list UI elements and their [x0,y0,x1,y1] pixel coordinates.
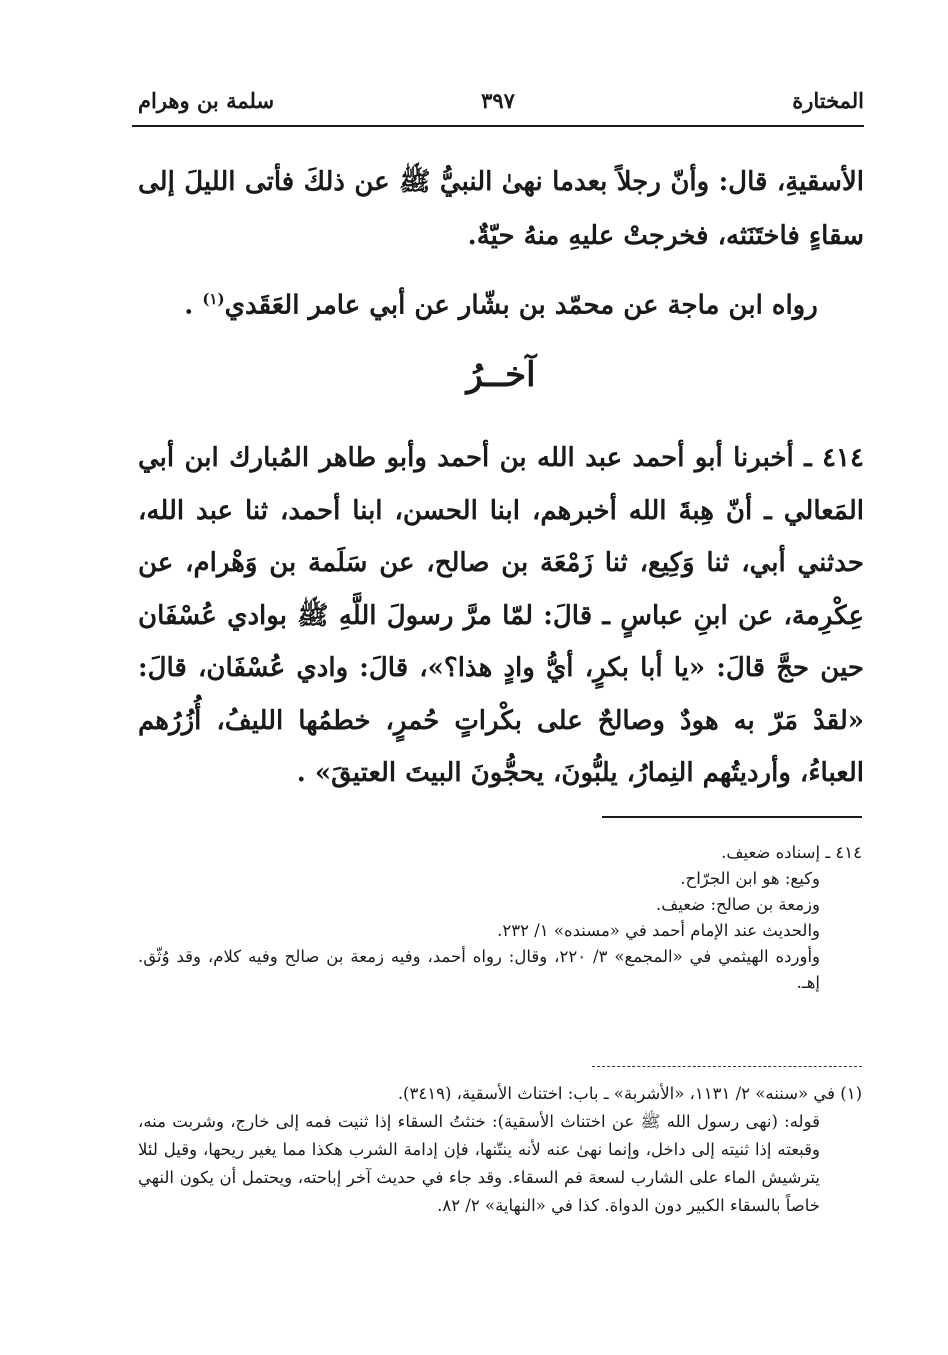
source-end: . [184,290,203,321]
footnotes [138,1080,862,1220]
page-number: ٣٩٧ [481,88,515,113]
chapter-title: سلمة بن وهرام [138,88,275,113]
note-line: وأورده الهيثمي في «المجمع» ٣/ ٢٢٠، وقال: رواه أحمد، وفيه زمعة بن صالح وفيه كلام، وقد وُثّق. إهـ. [138,947,821,992]
hadith-paragraph [138,432,864,800]
source-text: رواه ابن ماجة عن محمّد بن بشّار عن أبي عامر العَقَدي [224,290,818,321]
running-header [132,86,864,120]
note-line: والحديث عند الإمام أحمد في «مسنده» ١/ ٢٣٢. [497,921,820,940]
hadith-text: أخبرنا أبو أحمد عبد الله بن أحمد وأبو طاهر المُبارك ابن أبي المَعالي ـ أنّ هِبةَ الله أخبرهم، ابنا الحسن، ابنا أحمد، ثنا عبد الله، حدثني أبي، ثنا وَكِيع، ثنا زَمْعَة بن صالح، عن سَلَمة بن وَهْرام، عن عِكْرِمة، عن ابنِ عباسٍ ـ قالَ: لمّا مرَّ رسولَ اللَّهِ ﷺ بوادي عُسْفَان حين حجَّ قالَ: «يا أبا بكرٍ، أيُّ وادٍ هذا؟»، قالَ: وادي عُسْفَان، قالَ: «لقدْ مَرّ به هودٌ وصالحٌ على بكْراتٍ حُمرٍ، خطمُها الليفُ، أُزُرُهم العباءُ، وأرديتُهم النِمارُ، يلبُّونَ، يحجُّونَ البيتَ العتيقَ» . [138,443,864,788]
header-rule [132,125,864,127]
notes-rule [602,816,862,818]
book-title: المختارة [792,88,864,113]
notes-head: ٤١٤ ـ إسناده ضعيف. [721,843,862,862]
hadith-notes [138,840,862,996]
footnote-first: (١) في «سننه» ٢/ ١١٣١، «الأشربة» ـ باب: اختناث الأسقية، (٣٤١٩). [397,1084,862,1103]
footnote-ref: (١) [202,290,225,308]
section-title: آخــرُ [466,355,536,395]
footnote-body: قوله: (نهى رسول الله ﷺ عن اختناث الأسقية): خنثتُ السقاء إذا ثنيت فمه إلى خارج، وشربت منه، وقبعته إذا ثنيته إلى داخل، وإنما نهىٰ عنه لأنه ينتّنها، فإن إدامة الشرب هكذا مما يغير ريحها، وقيل لئلا يترشيش الماء على الشارب لسعة فم السقاء. وقد جاء في حديث آخر إباحته، ويحتمل أن يكون النهي خاصاً بالسقاء الكبير دون الدواة. كذا في «النهاية» ٢/ ٨٢. [138,1112,820,1215]
note-line: وكيع: هو ابن الجرّاح. [680,869,820,888]
source-paragraph [138,272,864,333]
footnote-rule [592,1066,862,1067]
note-line: وزمعة بن صالح: ضعيف. [655,895,820,914]
hadith-number: ٤١٤ ـ [804,443,864,473]
continuation-paragraph: الأسقيةِ، قال: وأنّ رجلاً بعدما نهىٰ النبيُّ ﷺ عن ذلكَ فأتى الليلَ إلى سقاءٍ فاختَنَثه، فخرجتْ عليهِ منهُ حيّةٌ. [138,167,864,251]
